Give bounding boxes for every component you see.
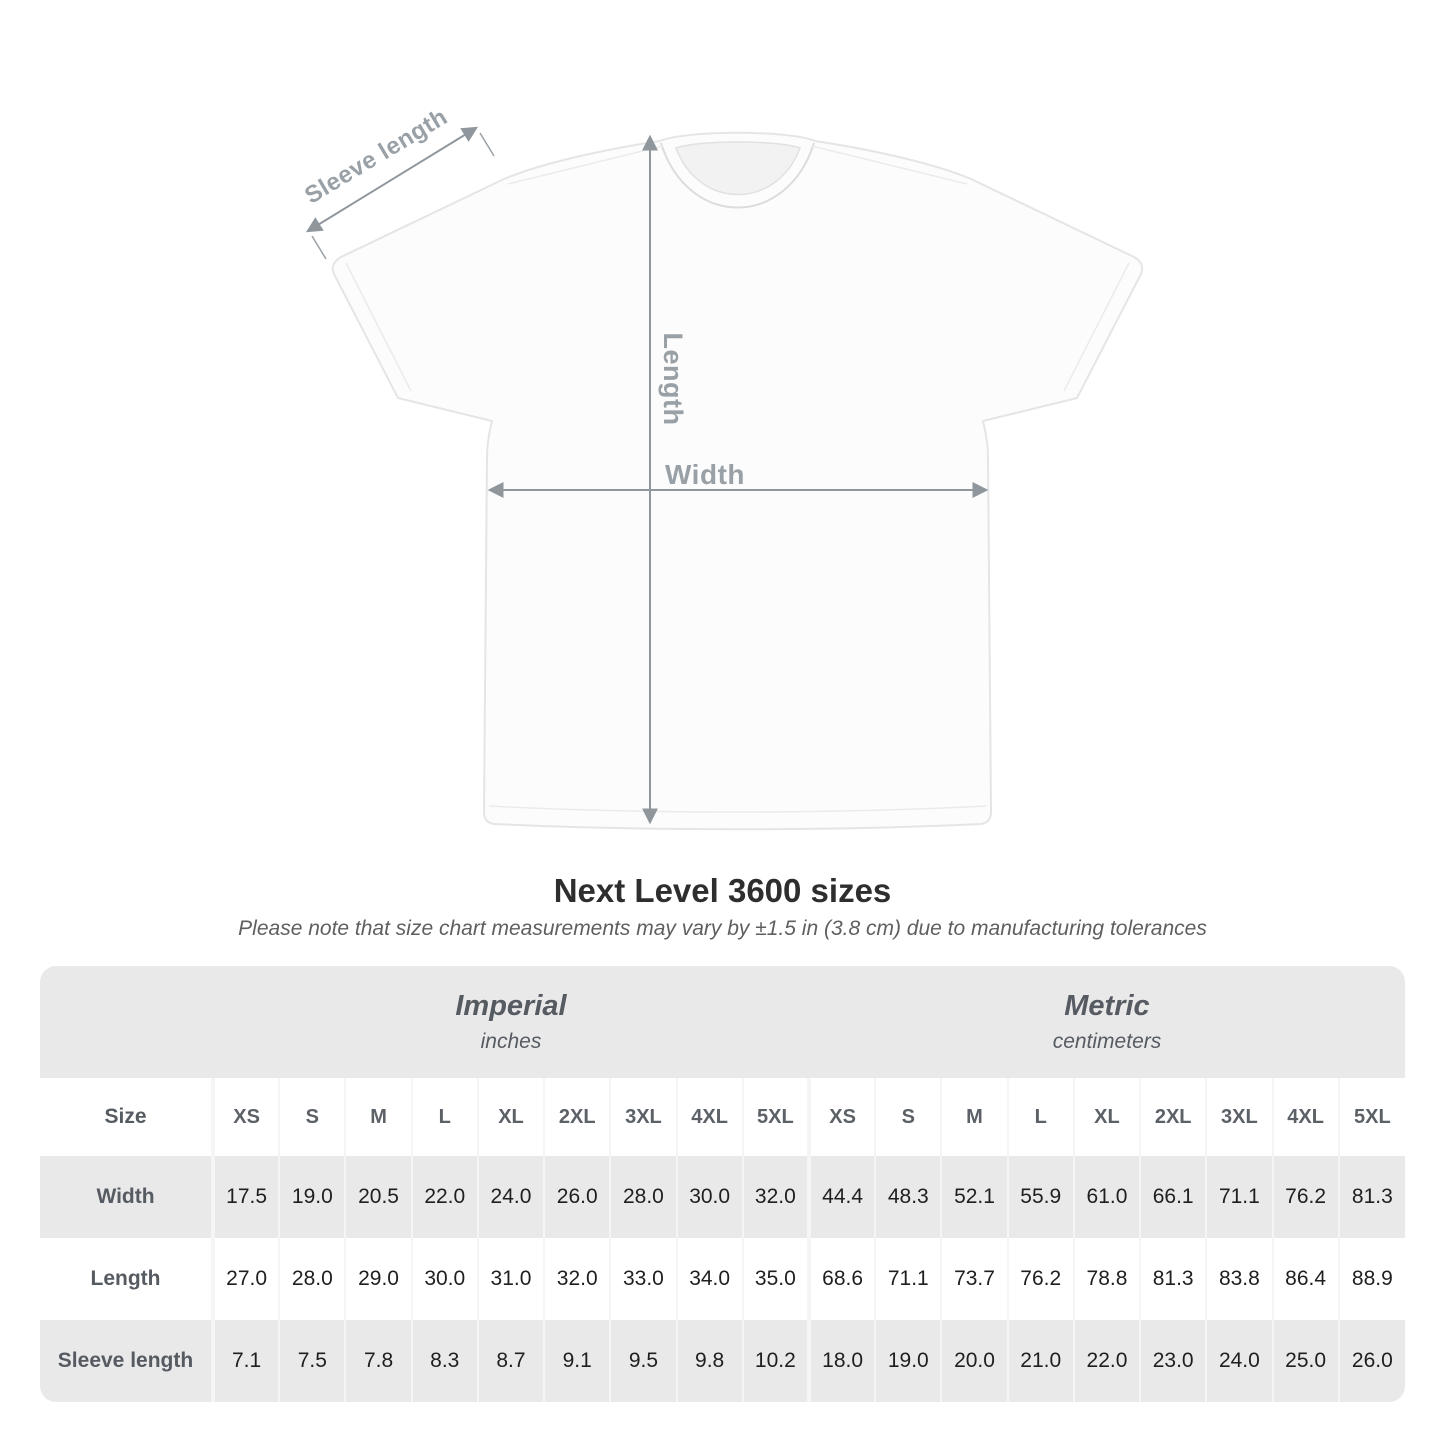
measurement-value: 8.3 [412, 1320, 478, 1402]
measurement-value: 71.1 [875, 1238, 941, 1320]
measurement-value: 9.5 [610, 1320, 676, 1402]
page-title: Next Level 3600 sizes [553, 872, 892, 909]
measurement-value: 33.0 [610, 1238, 676, 1320]
size-table-grid [40, 966, 1405, 1402]
measurement-value: 32.0 [544, 1238, 610, 1320]
size-col-header: S [279, 1078, 345, 1156]
measurement-row [40, 1238, 1405, 1320]
measurement-row [40, 1156, 1405, 1238]
measurement-value: 88.9 [1339, 1238, 1405, 1320]
measurement-value: 34.0 [677, 1238, 743, 1320]
unit-group-sublabel: centimeters [1052, 1030, 1162, 1053]
measurement-value: 18.0 [809, 1320, 875, 1402]
size-col-header: L [1008, 1078, 1074, 1156]
size-col-header: M [345, 1078, 411, 1156]
measurement-value: 66.1 [1140, 1156, 1206, 1238]
measurement-value: 81.3 [1140, 1238, 1206, 1320]
measurement-value: 76.2 [1273, 1156, 1339, 1238]
measurement-value: 83.8 [1206, 1238, 1272, 1320]
measurement-value: 31.0 [478, 1238, 544, 1320]
measurement-value: 73.7 [941, 1238, 1007, 1320]
unit-group-label: Imperial [455, 990, 567, 1022]
size-col-header: 4XL [677, 1078, 743, 1156]
size-col-header: XS [809, 1078, 875, 1156]
measurement-value: 10.2 [743, 1320, 809, 1402]
size-col-header: 5XL [1339, 1078, 1405, 1156]
measurement-value: 81.3 [1339, 1156, 1405, 1238]
measurement-value: 7.1 [213, 1320, 279, 1402]
measurement-label: Length [40, 1238, 213, 1320]
measurement-value: 9.8 [677, 1320, 743, 1402]
measurement-value: 22.0 [1074, 1320, 1140, 1402]
measurement-value: 17.5 [213, 1156, 279, 1238]
page-subtitle: Please note that size chart measurements may vary by ±1.5 in (3.8 cm) due to manufacturing tolerances [238, 917, 1207, 940]
measurement-value: 32.0 [743, 1156, 809, 1238]
measurement-value: 22.0 [412, 1156, 478, 1238]
measurement-value: 55.9 [1008, 1156, 1074, 1238]
measurement-value: 26.0 [544, 1156, 610, 1238]
unit-group-imperial [213, 966, 809, 1078]
measurement-value: 52.1 [941, 1156, 1007, 1238]
size-row-label: Size [40, 1078, 213, 1156]
measurement-value: 29.0 [345, 1238, 411, 1320]
measurement-value: 28.0 [610, 1156, 676, 1238]
measurement-value: 44.4 [809, 1156, 875, 1238]
measurement-value: 23.0 [1140, 1320, 1206, 1402]
size-col-header: 5XL [743, 1078, 809, 1156]
size-col-header: 2XL [1140, 1078, 1206, 1156]
measurement-value: 78.8 [1074, 1238, 1140, 1320]
unit-group-metric [809, 966, 1405, 1078]
measurement-value: 86.4 [1273, 1238, 1339, 1320]
measurement-value: 28.0 [279, 1238, 345, 1320]
measurement-value: 7.5 [279, 1320, 345, 1402]
size-col-header: XL [1074, 1078, 1140, 1156]
unit-group-label: Metric [1064, 990, 1150, 1022]
sleeve-arrow-extension-top [480, 133, 494, 156]
size-header-row [40, 1078, 1405, 1156]
measurement-value: 26.0 [1339, 1320, 1405, 1402]
measurement-label: Width [40, 1156, 213, 1238]
measurement-label: Sleeve length [40, 1320, 213, 1402]
measurement-value: 19.0 [875, 1320, 941, 1402]
size-col-header: S [875, 1078, 941, 1156]
table-corner-spacer [40, 966, 213, 1078]
size-col-header: M [941, 1078, 1007, 1156]
sleeve-length-dimension-label: Sleeve length [300, 103, 453, 210]
measurement-value: 24.0 [478, 1156, 544, 1238]
size-col-header: 2XL [544, 1078, 610, 1156]
unit-group-sublabel: inches [480, 1030, 542, 1053]
measurement-value: 19.0 [279, 1156, 345, 1238]
size-col-header: 3XL [610, 1078, 676, 1156]
measurement-value: 7.8 [345, 1320, 411, 1402]
measurement-value: 30.0 [677, 1156, 743, 1238]
measurement-value: 68.6 [809, 1238, 875, 1320]
unit-header-row [40, 966, 1405, 1078]
size-col-header: L [412, 1078, 478, 1156]
size-col-header: 4XL [1273, 1078, 1339, 1156]
measurement-value: 24.0 [1206, 1320, 1272, 1402]
measurement-value: 61.0 [1074, 1156, 1140, 1238]
measurement-value: 35.0 [743, 1238, 809, 1320]
size-col-header: XS [213, 1078, 279, 1156]
width-dimension-label: Width [665, 459, 745, 490]
measurement-value: 30.0 [412, 1238, 478, 1320]
measurement-value: 9.1 [544, 1320, 610, 1402]
measurement-value: 71.1 [1206, 1156, 1272, 1238]
measurement-value: 25.0 [1273, 1320, 1339, 1402]
size-table [40, 966, 1405, 1402]
measurement-value: 20.0 [941, 1320, 1007, 1402]
measurement-value: 21.0 [1008, 1320, 1074, 1402]
sleeve-arrow-extension-bottom [312, 236, 326, 259]
measurement-value: 8.7 [478, 1320, 544, 1402]
measurement-value: 27.0 [213, 1238, 279, 1320]
length-dimension-label: Length [658, 332, 688, 426]
size-col-header: XL [478, 1078, 544, 1156]
size-col-header: 3XL [1206, 1078, 1272, 1156]
measurement-value: 20.5 [345, 1156, 411, 1238]
measurement-value: 48.3 [875, 1156, 941, 1238]
measurement-value: 76.2 [1008, 1238, 1074, 1320]
measurement-row [40, 1320, 1405, 1402]
